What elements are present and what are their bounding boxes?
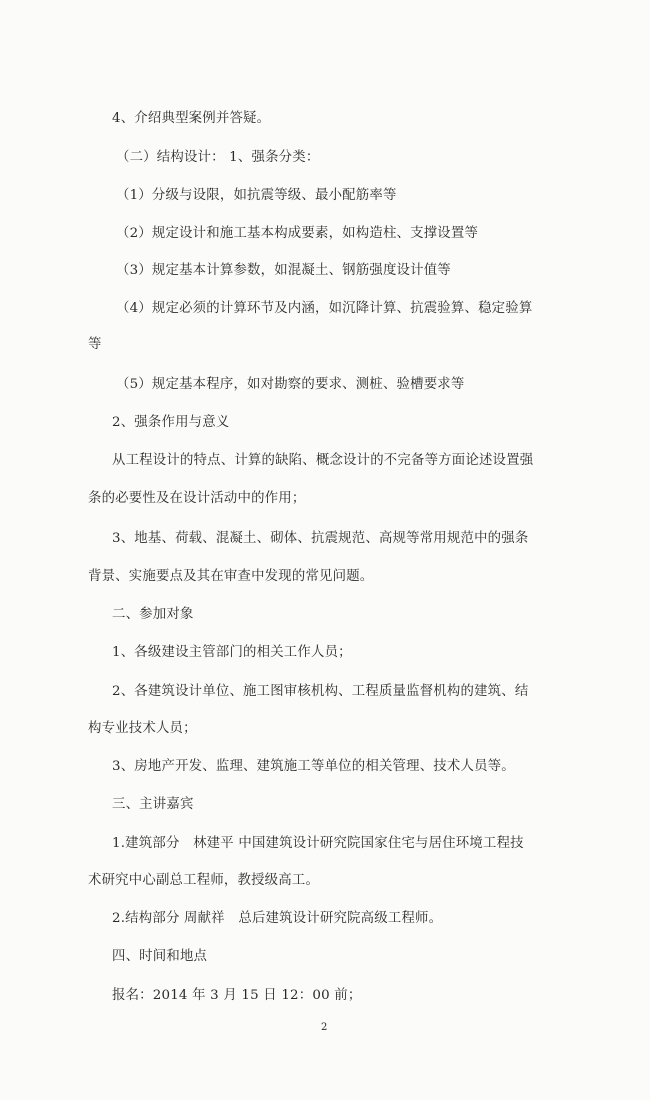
- speaker-item: 2.结构部分 周献祥 总后建筑设计研究院高级工程师。: [112, 911, 443, 926]
- list-item: （2）规定设计和施工基本构成要素，如构造柱、支撑设置等: [116, 226, 479, 241]
- section-heading: 二、参加对象: [112, 607, 194, 622]
- list-item: （5）规定基本程序，如对勘察的要求、测桩、验槽要求等: [116, 377, 465, 392]
- section-heading: 三、主讲嘉宾: [112, 797, 194, 812]
- list-item-continuation: 等: [88, 337, 102, 352]
- list-item: 2、各建筑设计单位、施工图审核机构、工程质量监督机构的建筑、结: [112, 684, 529, 699]
- paragraph-line: 从工程设计的特点、计算的缺陷、概念设计的不完备等方面论述设置强: [112, 453, 534, 468]
- page-number: 2: [321, 1022, 328, 1033]
- section-heading: 四、时间和地点: [112, 949, 208, 964]
- list-item: （1）分级与设限，如抗震等级、最小配筋率等: [116, 188, 397, 203]
- paragraph-line: 4、介绍典型案例并答疑。: [112, 111, 271, 126]
- speaker-item: 1.建筑部分 林建平 中国建筑设计研究院国家住宅与居住环境工程技: [112, 836, 524, 851]
- section-heading: （二）结构设计： 1、强条分类：: [116, 150, 320, 165]
- list-item-continuation: 构专业技术人员；: [88, 721, 197, 736]
- list-item: （3）规定基本计算参数，如混凝土、钢筋强度设计值等: [116, 263, 451, 278]
- list-item: （4）规定必须的计算环节及内涵，如沉降计算、抗震验算、稳定验算: [116, 301, 533, 316]
- paragraph-line: 条的必要性及在设计活动中的作用；: [88, 491, 306, 506]
- speaker-item-continuation: 术研究中心副总工程师，教授级高工。: [88, 873, 320, 888]
- subheading: 2、强条作用与意义: [112, 415, 230, 430]
- list-item: 3、房地产开发、监理、建筑施工等单位的相关管理、技术人员等。: [112, 759, 515, 774]
- paragraph-line: 背景、实施要点及其在审查中发现的常见问题。: [88, 569, 374, 584]
- paragraph-line: 3、地基、荷载、混凝土、砌体、抗震规范、高规等常用规范中的强条: [112, 531, 529, 546]
- registration-deadline: 报名：2014 年 3 月 15 日 12：00 前；: [112, 988, 362, 1003]
- list-item: 1、各级建设主管部门的相关工作人员；: [112, 645, 352, 660]
